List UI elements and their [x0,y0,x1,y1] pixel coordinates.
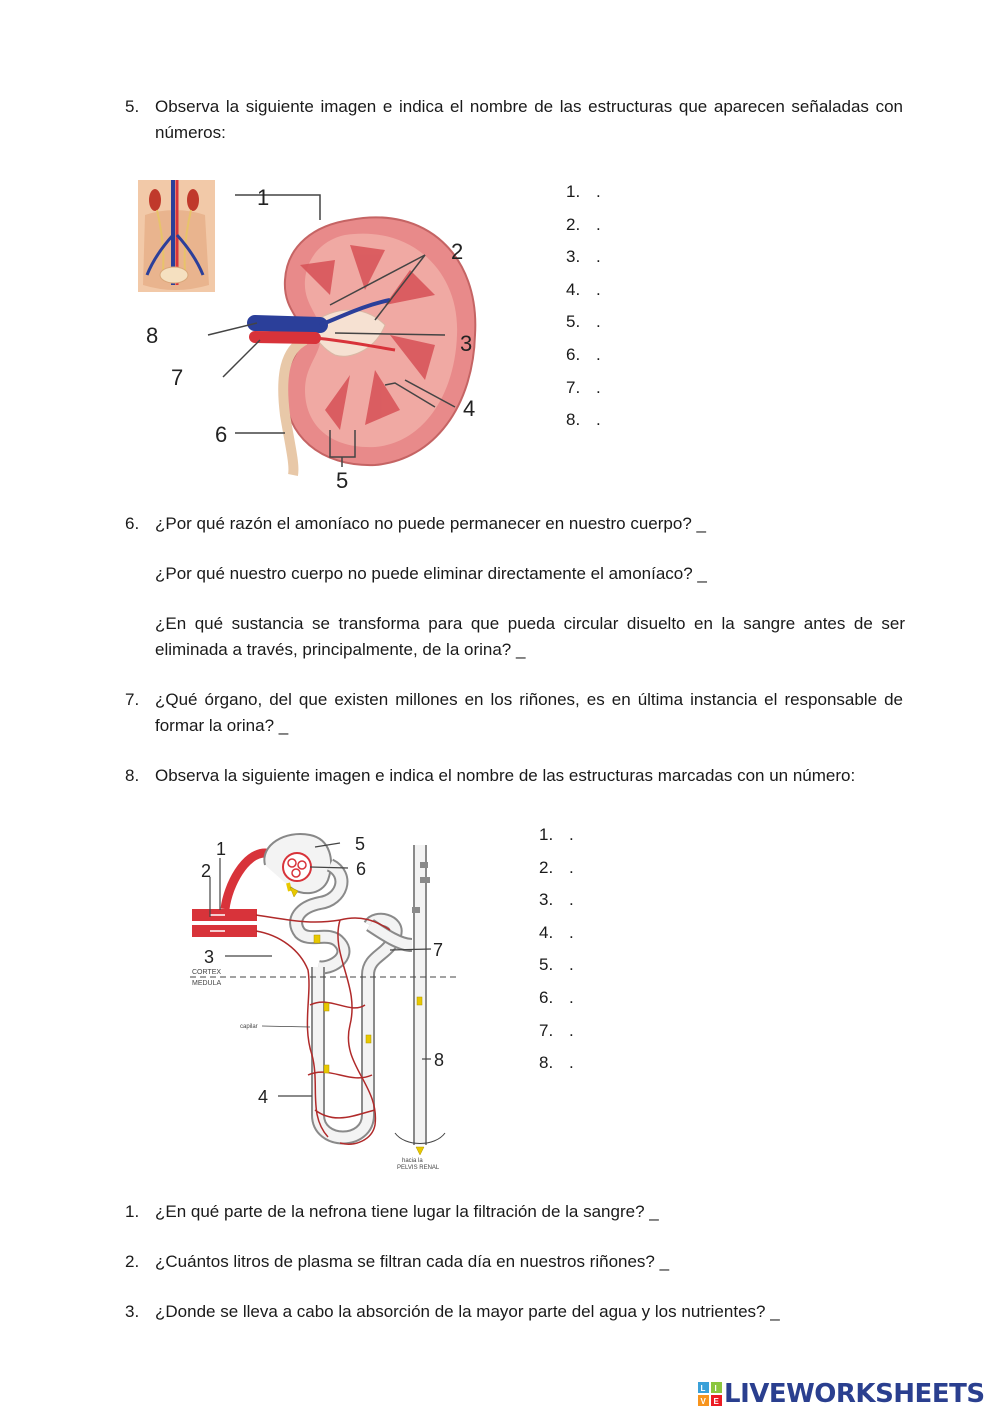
svg-text:I: I [714,1384,717,1393]
answer-field-7[interactable]: . [569,1020,574,1040]
kidney-answer-list [566,182,602,443]
answer-field-3[interactable]: . [596,247,601,267]
question-6c[interactable]: ¿En qué sustancia se transforma para que pueda circular disuelto en la sangre antes de ser eliminada a través, principalmente, de la orina? _ [155,614,905,659]
glomerulus [264,834,331,893]
nephron-label-7: 7 [433,940,444,960]
list-item: 8. . [566,410,601,430]
hacia-label: hacia la [402,1158,423,1164]
list-item: 4. . [566,279,601,299]
list-item: 6. . [539,987,574,1007]
list-item: 2. . [539,857,574,877]
kidney-label-7: 7 [171,365,184,390]
question-text: Observa la siguiente imagen e indica el nombre de las estructuras marcadas con un número: [155,766,856,785]
kidney-cross-section [255,217,475,475]
question-number: 5. [125,97,140,116]
question-number: 3. [125,1302,140,1321]
answer-field-2[interactable]: . [596,214,601,234]
svg-text:E: E [713,1397,719,1406]
question-number: 7. [125,690,140,709]
list-item: 1. . [539,825,574,844]
nephron-label-2: 2 [201,861,212,881]
list-item: 3. . [566,247,601,267]
nephron-diagram [190,825,465,1175]
kidney-diagram [135,175,485,495]
medula-label: MEDULA [192,980,222,987]
svg-text:V: V [700,1397,706,1406]
nephron-label-4: 4 [258,1087,269,1107]
answer-field-4[interactable]: . [596,279,601,299]
kidney-label-4: 4 [463,396,476,421]
question-text[interactable]: ¿En qué parte de la nefrona tiene lugar la filtración de la sangre? _ [155,1202,659,1221]
body-inset-image [138,180,215,292]
answer-field-7[interactable]: . [596,377,601,397]
question-number: 8. [125,766,140,785]
list-item: 8. . [539,1053,574,1073]
kidney-label-8: 8 [146,323,159,348]
answer-field-1[interactable]: . [596,182,601,201]
list-item: 5. . [539,955,574,975]
answer-field-6[interactable]: . [569,987,574,1007]
list-item: 3. . [539,890,574,910]
pelvis-label: PELVIS RENAL [397,1165,440,1171]
question-number: 6. [125,514,140,533]
answer-field-5[interactable]: . [596,312,601,332]
nephron-label-6: 6 [356,859,367,879]
kidney-label-5: 5 [336,468,349,493]
question-text[interactable]: ¿Qué órgano, del que existen millones en los riñones, es en última instancia el responsable de formar la orina? _ [155,690,903,735]
answer-field-6[interactable]: . [596,344,601,364]
answer-field-3[interactable]: . [569,890,574,910]
answer-field-5[interactable]: . [569,955,574,975]
answer-field-8[interactable]: . [596,410,601,430]
logo-text: LIVEWORKSHEETS [724,1379,985,1409]
list-item: 1. . [566,182,601,201]
question-6b[interactable]: ¿Por qué nuestro cuerpo no puede eliminar directamente el amoníaco? _ [155,564,707,583]
question-number: 2. [125,1252,140,1271]
question-text-a[interactable]: ¿Por qué razón el amoníaco no puede permanecer en nuestro cuerpo? _ [155,514,706,533]
kidney-label-2: 2 [451,239,464,264]
nephron-label-1: 1 [216,839,227,859]
nephron-label-8: 8 [434,1050,445,1070]
nephron-label-5: 5 [355,834,366,854]
question-text: Observa la siguiente imagen e indica el nombre de las estructuras que aparecen señaladas con números: [155,97,903,142]
list-item: 5. . [566,312,601,332]
answer-field-4[interactable]: . [569,922,574,942]
answer-field-1[interactable]: . [569,825,574,844]
liveworksheets-logo [698,1377,985,1411]
kidney-label-1: 1 [257,185,270,210]
question-text[interactable]: ¿Cuántos litros de plasma se filtran cada día en nuestros riñones? _ [155,1252,670,1271]
capilar-label: capilar [240,1024,258,1030]
question-number: 1. [125,1202,140,1221]
svg-text:L: L [700,1384,706,1393]
list-item: 6. . [566,344,601,364]
nephron-label-3: 3 [204,947,215,967]
list-item: 4. . [539,922,574,942]
kidney-label-3: 3 [460,331,473,356]
answer-field-8[interactable]: . [569,1053,574,1073]
kidney-label-6: 6 [215,422,228,447]
question-text[interactable]: ¿Donde se lleva a cabo la absorción de la mayor parte del agua y los nutrientes? _ [155,1302,780,1321]
cortex-label: CORTEX [192,969,222,976]
list-item: 7. . [539,1020,574,1040]
answer-field-2[interactable]: . [569,857,574,877]
list-item: 7. . [566,377,601,397]
logo-badge-icon [698,1382,722,1406]
nephron-answer-list [539,825,575,1086]
list-item: 2. . [566,214,601,234]
